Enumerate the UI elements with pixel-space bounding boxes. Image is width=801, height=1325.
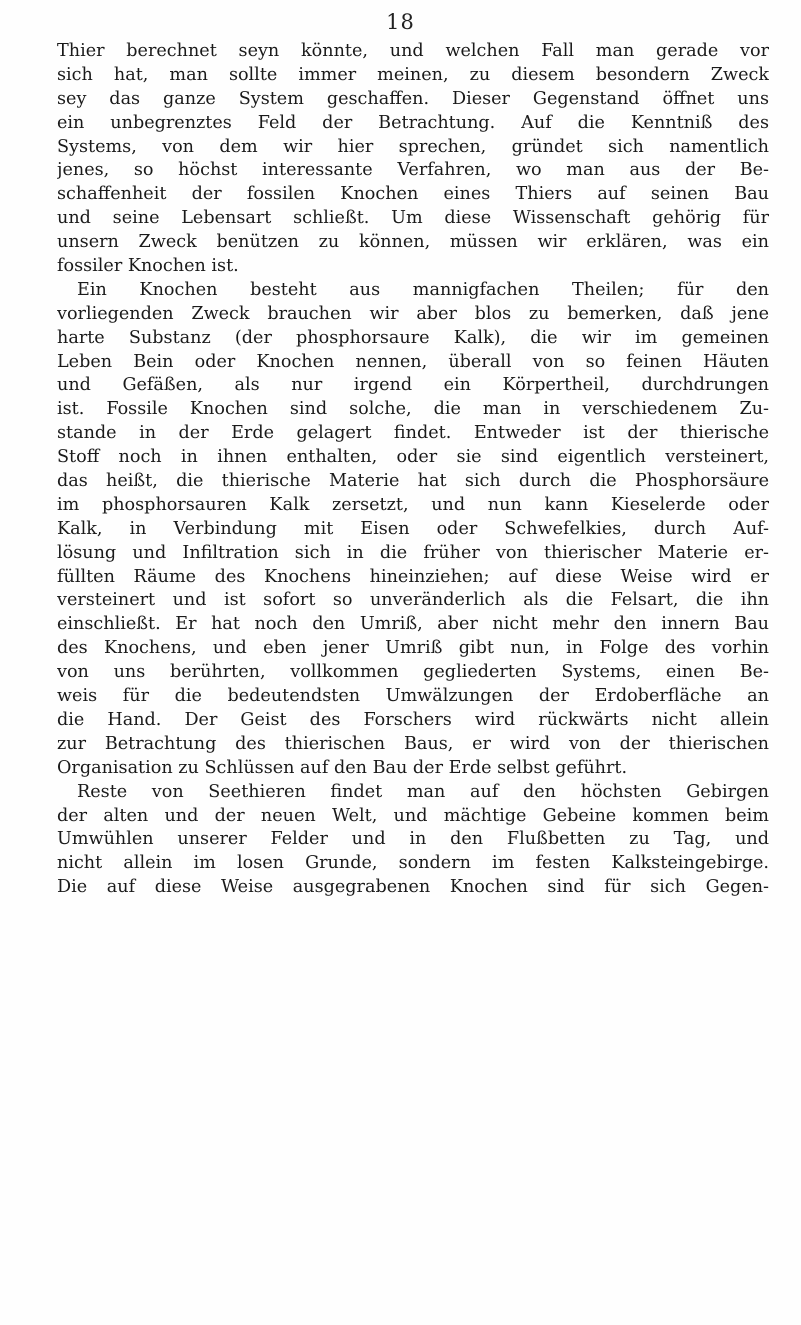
- text-line: Leben Bein oder Knochen nennen, überall von so feinen Häuten: [57, 351, 769, 372]
- text-line: Thier berechnet seyn könnte, und welchen Fall man gerade vor: [57, 41, 769, 61]
- text-line: fossiler Knochen ist.: [57, 256, 239, 277]
- text-line: zur Betrachtung des thierischen Baus, er wird von der thierischen: [57, 733, 769, 754]
- text-line: ist. Fossile Knochen sind solche, die man in verschiedenem Zu-: [57, 399, 769, 420]
- text-line: und seine Lebensart schließt. Um diese Wissenschaft gehörig für: [57, 208, 769, 229]
- text-line: Kalk, in Verbindung mit Eisen oder Schwefelkies, durch Auf-: [57, 518, 769, 539]
- text-line: des Knochens, und eben jener Umriß gibt nun, in Folge des vorhin: [57, 638, 769, 659]
- text-line: versteinert und ist sofort so unveränderlich als die Felsart, die ihn: [57, 590, 769, 611]
- text-line: die Hand. Der Geist des Forschers wird rückwärts nicht allein: [57, 709, 769, 730]
- text-line: der alten und der neuen Welt, und mächtige Gebeine kommen beim: [57, 805, 769, 826]
- text-line: weis für die bedeutendsten Umwälzungen der Erdoberfläche an: [57, 686, 769, 707]
- text-line: harte Substanz (der phosphorsaure Kalk), die wir im gemeinen: [57, 327, 769, 348]
- body-text: [57, 40, 769, 900]
- text-line: unsern Zweck benützen zu können, müssen wir erklären, was ein: [57, 232, 769, 253]
- text-line: sey das ganze System geschaffen. Dieser Gegenstand öffnet uns: [57, 88, 769, 109]
- page-number: 18: [386, 10, 415, 34]
- text-line: Systems, von dem wir hier sprechen, gründet sich namentlich: [57, 136, 769, 157]
- text-line: und Gefäßen, als nur irgend ein Körpertheil, durchdrungen: [57, 375, 769, 396]
- text-line: Stoff noch in ihnen enthalten, oder sie sind eigentlich versteinert,: [57, 447, 769, 468]
- text-line: vorliegenden Zweck brauchen wir aber blos zu bemerken, daß jene: [57, 303, 769, 324]
- text-line: sich hat, man sollte immer meinen, zu diesem besondern Zweck: [57, 64, 769, 85]
- text-line: Umwühlen unserer Felder und in den Flußbetten zu Tag, und: [57, 829, 769, 850]
- text-line: nicht allein im losen Grunde, sondern im festen Kalksteingebirge.: [57, 853, 769, 874]
- text-line: im phosphorsauren Kalk zersetzt, und nun kann Kieselerde oder: [57, 494, 769, 515]
- text-line: füllten Räume des Knochens hineinziehen; auf diese Weise wird er: [57, 566, 769, 587]
- text-line: ein unbegrenztes Feld der Betrachtung. Auf die Kenntniß des: [57, 112, 769, 133]
- text-line: schaffenheit der fossilen Knochen eines Thiers auf seinen Bau: [57, 184, 769, 205]
- text-line: stande in der Erde gelagert findet. Entweder ist der thierische: [57, 423, 769, 444]
- text-line: von uns berührten, vollkommen gegliederten Systems, einen Be-: [57, 662, 769, 683]
- text-line: lösung und Infiltration sich in die früher von thierischer Materie er-: [57, 542, 769, 563]
- text-line: Die auf diese Weise ausgegrabenen Knochen sind für sich Gegen-: [57, 877, 769, 898]
- text-line: jenes, so höchst interessante Verfahren, wo man aus der Be-: [57, 160, 769, 181]
- text-line: Reste von Seethieren findet man auf den höchsten Gebirgen: [77, 781, 769, 802]
- text-line: einschließt. Er hat noch den Umriß, aber nicht mehr den innern Bau: [57, 614, 769, 635]
- text-line: Organisation zu Schlüssen auf den Bau der Erde selbst geführt.: [57, 757, 628, 778]
- text-line: Ein Knochen besteht aus mannigfachen Theilen; für den: [77, 279, 769, 300]
- text-line: das heißt, die thierische Materie hat sich durch die Phosphorsäure: [57, 471, 769, 492]
